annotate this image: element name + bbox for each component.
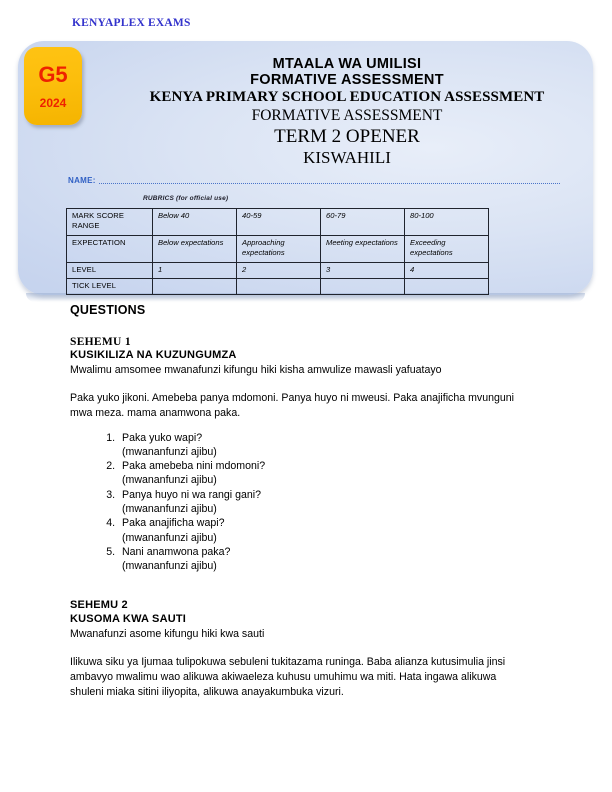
section-1 — [70, 335, 532, 573]
list-item — [118, 516, 532, 545]
grade-level-text: G5 — [38, 61, 68, 87]
rubrics-row-label: EXPECTATION — [67, 236, 153, 263]
table-row — [67, 236, 489, 263]
section-1-instruction: Mwalimu amsomee mwanafunzi kifungu hiki kisha amwulize mawasli yafuatayo — [70, 364, 442, 377]
question-text: Paka anajificha wapi? — [122, 517, 225, 530]
section-2-number: SEHEMU 2 — [70, 599, 128, 612]
tick-level-cell[interactable] — [321, 279, 405, 295]
tick-level-cell[interactable] — [405, 279, 489, 295]
question-text: Panya huyo ni wa rangi gani? — [122, 488, 261, 501]
table-row — [67, 263, 489, 279]
publisher-label: KENYAPLEX EXAMS — [72, 17, 191, 29]
list-item — [118, 459, 532, 488]
table-row — [67, 209, 489, 236]
rubrics-cell: 60-79 — [321, 209, 405, 236]
question-text: Nani anamwona paka? — [122, 545, 231, 558]
answer-prompt: (mwananfunzi ajibu) — [122, 445, 217, 458]
rubrics-cell: Exceeding expectations — [405, 236, 489, 263]
rubrics-cell: 1 — [153, 263, 237, 279]
grade-badge — [24, 47, 82, 125]
name-field-label: NAME: — [68, 176, 96, 185]
questions-heading: QUESTIONS — [70, 303, 146, 317]
title-line-assessment-repeat: FORMATIVE ASSESSMENT — [251, 107, 443, 125]
rubrics-row-label: MARK SCORE RANGE — [67, 209, 153, 236]
exam-body — [70, 303, 532, 700]
title-line-subject: KISWAHILI — [303, 147, 391, 167]
title-line-term: TERM 2 OPENER — [274, 125, 420, 147]
exam-year-text: 2024 — [39, 95, 67, 110]
rubrics-row-label: TICK LEVEL — [67, 279, 153, 295]
rubrics-cell: Meeting expectations — [321, 236, 405, 263]
rubrics-cell: 80-100 — [405, 209, 489, 236]
rubrics-cell: 2 — [237, 263, 321, 279]
section-1-question-list — [70, 431, 532, 574]
tick-level-cell[interactable] — [153, 279, 237, 295]
question-text: Paka amebeba nini mdomoni? — [122, 460, 266, 473]
rubrics-cell: 4 — [405, 263, 489, 279]
section-2-instruction: Mwanafunzi asome kifungu hiki kwa sauti — [70, 628, 265, 641]
section-2 — [70, 599, 532, 700]
rubrics-cell: 40-59 — [237, 209, 321, 236]
title-line-assessment-type: FORMATIVE ASSESSMENT — [250, 72, 444, 89]
section-1-title: KUSIKILIZA NA KUZUNGUMZA — [70, 349, 237, 362]
rubrics-cell: Approaching expectations — [237, 236, 321, 263]
answer-prompt: (mwananfunzi ajibu) — [122, 503, 217, 515]
list-item — [118, 431, 532, 460]
rubrics-cell: Below expectations — [153, 236, 237, 263]
rubrics-row-label: LEVEL — [67, 263, 153, 279]
exam-title-block — [96, 56, 598, 167]
section-2-passage: Ilikuwa siku ya Ijumaa tulipokuwa sebuleni tukitazama runinga. Baba alianza kutusimulia jinsi ambavyo mwalimu wao alikuwa akiwaeleza kuhusu umuhimu wa miti. Hata ingawa alikuwa shuleni miaka sitini iliyopita, alikuwa anayakumbuka vizuri. — [70, 656, 506, 699]
section-1-passage: Paka yuko jikoni. Amebeba panya mdomoni. Panya huyo ni mweusi. Paka anajificha mvunguni mwa meza. mama anamwona paka. — [70, 392, 515, 420]
rubrics-cell: Below 40 — [153, 209, 237, 236]
section-2-title: KUSOMA KWA SAUTI — [70, 612, 187, 625]
tick-level-cell[interactable] — [237, 279, 321, 295]
answer-prompt: (mwananfunzi ajibu) — [122, 531, 217, 544]
title-line-curriculum: MTAALA WA UMILISI — [272, 56, 422, 72]
answer-prompt: (mwananfunzi ajibu) — [122, 474, 217, 487]
list-item — [118, 545, 532, 574]
section-1-number: SEHEMU 1 — [70, 336, 131, 348]
rubrics-cell: 3 — [321, 263, 405, 279]
title-line-board: KENYA PRIMARY SCHOOL EDUCATION ASSESSMENT — [149, 89, 545, 106]
rubrics-table — [66, 208, 489, 295]
answer-prompt: (mwananfunzi ajibu) — [122, 560, 217, 573]
name-field-row[interactable] — [68, 176, 560, 186]
rubrics-caption: RUBRICS (for official use) — [143, 195, 229, 202]
question-text: Paka yuko wapi? — [122, 431, 203, 444]
name-field-input-line[interactable] — [99, 182, 560, 184]
table-row — [67, 279, 489, 295]
list-item — [118, 488, 532, 517]
